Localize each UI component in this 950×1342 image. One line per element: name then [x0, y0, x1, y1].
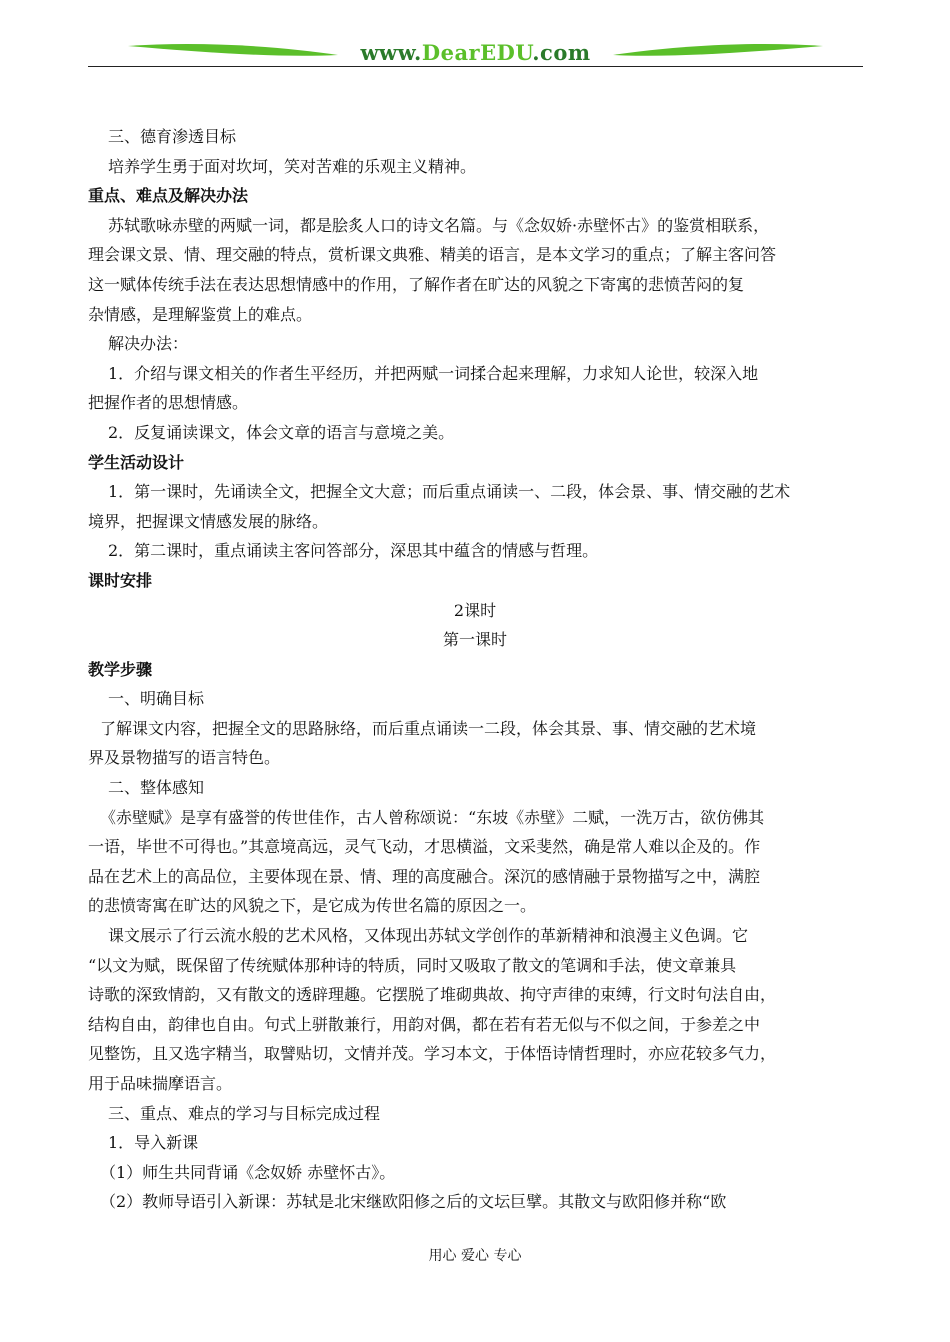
page-footer: 用心 爱心 专心 — [428, 1248, 522, 1264]
step2-paragraph-line: 课文展示了行云流水般的艺术风格，又体现出苏轼文学创作的革新精神和浪漫主义色调。它 — [108, 926, 749, 946]
header-divider — [88, 66, 863, 67]
key-paragraph-line: 这一赋体传统手法在表达思想情感中的作用，了解作者在旷达的风貌之下寄寓的悲愤苦闷的复 — [88, 274, 745, 294]
step1-text-cont: 界及景物描写的语言特色。 — [88, 748, 281, 768]
key-paragraph-line: 苏轼歌咏赤壁的两赋一词，都是脍炙人口的诗文名篇。与《念奴娇·赤壁怀古》的鉴赏相联系， — [108, 215, 770, 235]
heading-activities: 学生活动设计 — [88, 452, 185, 472]
step2-paragraph-line: 用于品味揣摩语言。 — [88, 1074, 233, 1093]
activity-item-1-cont: 境界，把握课文情感发展的脉络。 — [88, 511, 329, 531]
schedule-hours: 2课时 — [453, 600, 497, 620]
step2-title: 二、整体感知 — [108, 778, 205, 798]
step3-title: 三、重点、难点的学习与目标完成过程 — [108, 1103, 381, 1123]
step3-item-1a: （1）师生共同背诵《念奴娇 赤壁怀古》。 — [100, 1162, 396, 1182]
moral-text: 培养学生勇于面对坎坷，笑对苦难的乐观主义精神。 — [108, 156, 477, 176]
step2-paragraph-line: 诗歌的深致情韵，又有散文的透辟理趣。它摆脱了堆砌典故、拘守声律的束缚，行文时句法自由， — [88, 985, 777, 1005]
activity-item-2: 2．第二课时，重点诵读主客问答部分，深思其中蕴含的情感与哲理。 — [108, 541, 599, 561]
step2-paragraph-line: “以文为赋，既保留了传统赋体那种诗的特质，同时又吸取了散文的笔调和手法，使文章兼具 — [88, 955, 737, 975]
document-body — [88, 122, 868, 1217]
step1-text: 了解课文内容，把握全文的思路脉络，而后重点诵读一二段，体会其景、事、情交融的艺术境 — [100, 718, 757, 738]
step1-title: 一、明确目标 — [108, 689, 205, 709]
step2-paragraph-line: 品在艺术上的高品位，主要体现在景、情、理的高度融合。深沉的感情融于景物描写之中，满腔 — [88, 866, 761, 886]
step2-paragraph-line: 《赤壁赋》是享有盛誉的传世佳作，古人曾称颂说：“东坡《赤壁》二赋，一洗万古，欲仿佛其 — [100, 807, 765, 827]
site-header-logo — [88, 38, 863, 68]
heading-schedule: 课时安排 — [88, 570, 153, 590]
logo-suffix: .com — [532, 40, 591, 65]
solution-item-1: 1．介绍与课文相关的作者生平经历，并把两赋一词揉合起来理解，力求知人论世，较深入地 — [108, 363, 759, 383]
lesson-one-title: 第一课时 — [442, 630, 507, 650]
section-title-moral: 三、德育渗透目标 — [108, 127, 237, 146]
heading-key-points: 重点、难点及解决办法 — [88, 186, 249, 206]
step2-paragraph-line: 结构自由，韵律也自由。句式上骈散兼行，用韵对偶，都在若有若无似与不似之间，于参差之中 — [88, 1014, 761, 1034]
key-paragraph-line: 杂情感，是理解鉴赏上的难点。 — [88, 304, 313, 324]
solution-item-2: 2．反复诵读课文，体会文章的语言与意境之美。 — [108, 422, 455, 442]
logo-text — [88, 38, 863, 68]
step2-paragraph-line: 的悲愤寄寓在旷达的风貌之下，是它成为传世名篇的原因之一。 — [88, 896, 537, 916]
step2-paragraph-line: 见整饬，且又选字精当，取譬贴切，文情并茂。学习本文，于体悟诗情哲理时，亦应花较多气力， — [88, 1044, 777, 1064]
key-paragraph-line: 理会课文景、情、理交融的特点，赏析课文典雅、精美的语言，是本文学习的重点；了解主客问答 — [88, 245, 777, 265]
step3-item-1: 1．导入新课 — [108, 1133, 199, 1153]
step2-paragraph-line: 一语，毕世不可得也。”其意境高远，灵气飞动，才思横溢，文采斐然，确是常人难以企及的。作 — [88, 837, 761, 857]
step3-item-1b: （2）教师导语引入新课：苏轼是北宋继欧阳修之后的文坛巨擘。其散文与欧阳修并称“欧 — [100, 1192, 727, 1212]
activity-item-1: 1．第一课时，先诵读全文，把握全文大意；而后重点诵读一、二段，体会景、事、情交融的艺术 — [108, 482, 791, 502]
solution-label: 解决办法： — [108, 334, 189, 354]
solution-item-1-cont: 把握作者的思想情感。 — [88, 393, 249, 413]
logo-brand: DearEDU — [421, 40, 533, 65]
logo-prefix: www. — [360, 40, 422, 65]
heading-teaching-steps: 教学步骤 — [88, 659, 153, 679]
